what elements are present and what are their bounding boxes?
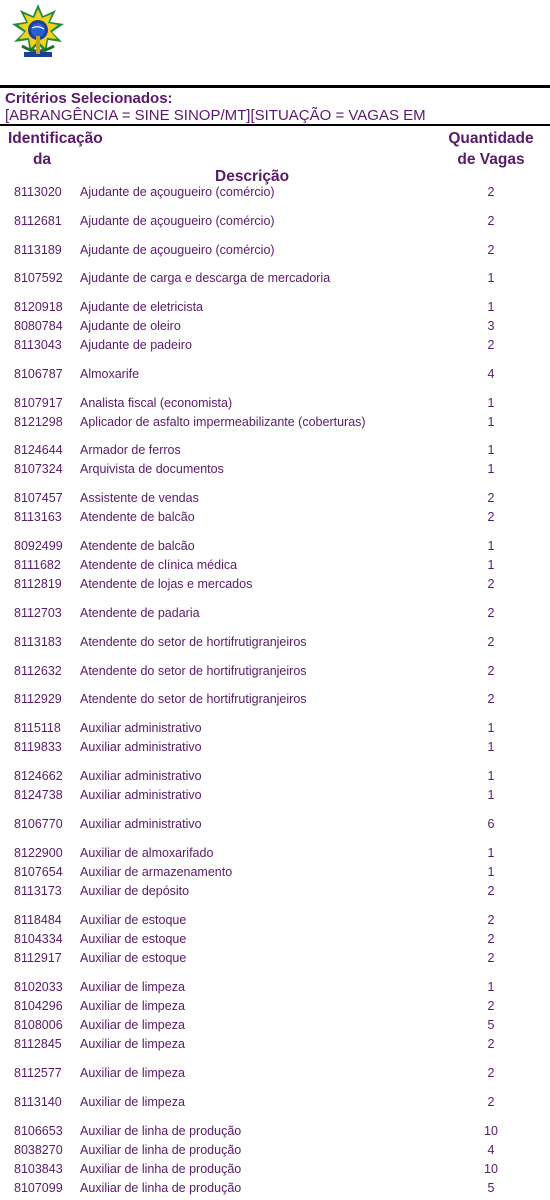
row-description: Atendente de balcão (80, 510, 195, 524)
row-id: 8111682 (14, 558, 61, 572)
row-description: Ajudante de carga e descarga de mercadoria (80, 271, 331, 285)
row-quantity: 4 (487, 1143, 495, 1157)
row-id: 8121298 (14, 415, 63, 429)
table-row (0, 489, 550, 508)
row-id: 8107654 (14, 865, 63, 879)
row-quantity: 1 (487, 788, 495, 802)
row-id: 8113020 (14, 185, 62, 199)
row-quantity: 2 (487, 606, 495, 620)
row-quantity: 2 (487, 692, 495, 706)
row-id: 8118484 (14, 913, 62, 927)
row-description: Analista fiscal (economista) (80, 396, 233, 410)
table-row (0, 863, 550, 882)
table-row (0, 738, 550, 757)
row-id: 8107099 (14, 1181, 63, 1195)
row-quantity: 1 (487, 415, 495, 429)
row-quantity: 1 (487, 846, 495, 860)
row-description: Ajudante de açougueiro (comércio) (80, 214, 275, 228)
row-id: 8106787 (14, 367, 63, 381)
table-row (0, 930, 550, 949)
row-quantity: 2 (487, 1095, 495, 1109)
table-row (0, 508, 550, 527)
column-header-quantity: Quantidade de Vagas (448, 130, 534, 168)
row-id: 8107324 (14, 462, 63, 476)
row-id: 8124738 (14, 788, 63, 802)
row-description: Arquivista de documentos (80, 462, 224, 476)
row-quantity: 1 (487, 462, 495, 476)
row-id: 8108006 (14, 1018, 63, 1032)
row-id: 8120918 (14, 300, 63, 314)
table-row (0, 662, 550, 681)
row-id: 8104296 (14, 999, 63, 1013)
row-quantity: 2 (487, 510, 495, 524)
row-description: Auxiliar de armazenamento (80, 865, 233, 879)
row-quantity: 2 (487, 951, 495, 965)
table-row (0, 269, 550, 288)
table-row (0, 1093, 550, 1112)
row-quantity: 2 (487, 913, 495, 927)
row-id: 8112929 (14, 692, 62, 706)
table-row (0, 413, 550, 432)
table-row (0, 1141, 550, 1160)
row-quantity: 1 (487, 980, 495, 994)
table-row (0, 844, 550, 863)
row-id: 8106653 (14, 1124, 63, 1138)
row-description: Auxiliar administrativo (80, 721, 202, 735)
row-quantity: 10 (484, 1124, 498, 1138)
row-description: Ajudante de eletricista (80, 300, 203, 314)
row-description: Atendente do setor de hortifrutigranjeiros (80, 635, 307, 649)
row-quantity: 2 (487, 214, 495, 228)
row-quantity: 2 (487, 664, 495, 678)
row-id: 8113183 (14, 635, 62, 649)
row-id: 8113173 (14, 884, 62, 898)
row-id: 8092499 (14, 539, 63, 553)
row-quantity: 1 (487, 300, 495, 314)
row-quantity: 10 (484, 1162, 498, 1176)
row-description: Auxiliar de limpeza (80, 1018, 185, 1032)
column-header-id: Identificação da (8, 130, 103, 168)
row-description: Auxiliar de estoque (80, 932, 187, 946)
row-quantity: 2 (487, 185, 495, 199)
row-id: 8122900 (14, 846, 63, 860)
table-row (0, 460, 550, 479)
row-quantity: 1 (487, 271, 495, 285)
row-description: Auxiliar administrativo (80, 769, 202, 783)
row-id: 8112845 (14, 1037, 62, 1051)
row-id: 8112703 (14, 606, 62, 620)
row-description: Auxiliar de almoxarifado (80, 846, 214, 860)
coat-of-arms-logo (8, 2, 68, 62)
row-quantity: 1 (487, 396, 495, 410)
row-quantity: 1 (487, 721, 495, 735)
row-quantity: 2 (487, 999, 495, 1013)
row-description: Auxiliar de limpeza (80, 999, 185, 1013)
top-divider (0, 85, 550, 88)
table-row (0, 633, 550, 652)
table-row (0, 241, 550, 260)
row-description: Auxiliar de depósito (80, 884, 190, 898)
row-description: Auxiliar administrativo (80, 788, 202, 802)
row-id: 8113140 (14, 1095, 62, 1109)
table-row (0, 365, 550, 384)
row-description: Auxiliar de limpeza (80, 1037, 185, 1051)
row-quantity: 3 (487, 319, 495, 333)
table-row (0, 1035, 550, 1054)
row-quantity: 2 (487, 577, 495, 591)
row-description: Auxiliar de linha de produção (80, 1143, 242, 1157)
row-description: Almoxarife (80, 367, 140, 381)
row-quantity: 1 (487, 865, 495, 879)
table-row (0, 556, 550, 575)
table-row (0, 719, 550, 738)
row-quantity: 2 (487, 635, 495, 649)
table-row (0, 949, 550, 968)
table-row (0, 604, 550, 623)
table-row (0, 537, 550, 556)
row-id: 8112632 (14, 664, 62, 678)
table-row (0, 575, 550, 594)
row-id: 8112577 (14, 1066, 62, 1080)
table-row (0, 441, 550, 460)
table-row (0, 394, 550, 413)
row-description: Atendente de balcão (80, 539, 195, 553)
row-description: Ajudante de oleiro (80, 319, 181, 333)
row-id: 8038270 (14, 1143, 63, 1157)
row-description: Auxiliar de linha de produção (80, 1162, 242, 1176)
row-id: 8103843 (14, 1162, 63, 1176)
table-row (0, 815, 550, 834)
row-description: Atendente de clínica médica (80, 558, 238, 572)
row-description: Ajudante de açougueiro (comércio) (80, 185, 275, 199)
row-description: Atendente do setor de hortifrutigranjeiros (80, 692, 307, 706)
row-id: 8119833 (14, 740, 62, 754)
row-description: Atendente do setor de hortifrutigranjeiros (80, 664, 307, 678)
row-id: 8107457 (14, 491, 63, 505)
row-quantity: 1 (487, 443, 495, 457)
row-id: 8113163 (14, 510, 62, 524)
row-id: 8113189 (14, 243, 62, 257)
row-description: Atendente de lojas e mercados (80, 577, 253, 591)
row-quantity: 2 (487, 243, 495, 257)
row-description: Armador de ferros (80, 443, 181, 457)
row-id: 8112819 (14, 577, 62, 591)
column-header-description: Descrição (215, 168, 290, 185)
row-id: 8124662 (14, 769, 63, 783)
table-row (0, 1122, 550, 1141)
row-quantity: 2 (487, 884, 495, 898)
row-id: 8112681 (14, 214, 62, 228)
table-row (0, 911, 550, 930)
row-id: 8124644 (14, 443, 63, 457)
criteria-title: Critérios Selecionados: (5, 90, 173, 107)
row-description: Auxiliar de estoque (80, 951, 187, 965)
table-row (0, 978, 550, 997)
row-quantity: 1 (487, 740, 495, 754)
table-row (0, 1016, 550, 1035)
row-id: 8106770 (14, 817, 63, 831)
row-description: Auxiliar administrativo (80, 740, 202, 754)
table-row (0, 997, 550, 1016)
row-description: Ajudante de padeiro (80, 338, 192, 352)
table-row (0, 786, 550, 805)
table-row (0, 1160, 550, 1179)
row-quantity: 2 (487, 338, 495, 352)
row-description: Assistente de vendas (80, 491, 199, 505)
row-description: Auxiliar de limpeza (80, 1066, 185, 1080)
row-id: 8113043 (14, 338, 62, 352)
row-quantity: 1 (487, 769, 495, 783)
header-divider (0, 124, 550, 126)
row-id: 8107592 (14, 271, 63, 285)
table-row (0, 212, 550, 231)
row-id: 8080784 (14, 319, 63, 333)
row-quantity: 6 (487, 817, 495, 831)
row-id: 8102033 (14, 980, 63, 994)
table-row (0, 183, 550, 202)
table-row (0, 767, 550, 786)
row-quantity: 1 (487, 558, 495, 572)
criteria-text: [ABRANGÊNCIA = SINE SINOP/MT][SITUAÇÃO = VAGAS EM (5, 107, 426, 124)
table-row (0, 317, 550, 336)
row-quantity: 2 (487, 1066, 495, 1080)
row-description: Aplicador de asfalto impermeabilizante (coberturas) (80, 415, 366, 429)
table-row (0, 690, 550, 709)
table-row (0, 1179, 550, 1198)
row-quantity: 1 (487, 539, 495, 553)
row-description: Auxiliar administrativo (80, 817, 202, 831)
row-quantity: 2 (487, 932, 495, 946)
row-quantity: 5 (487, 1181, 495, 1195)
table-row (0, 1064, 550, 1083)
table-row (0, 336, 550, 355)
row-id: 8115118 (14, 721, 61, 735)
row-quantity: 4 (487, 367, 495, 381)
row-description: Auxiliar de linha de produção (80, 1124, 242, 1138)
table-row (0, 882, 550, 901)
table-row (0, 298, 550, 317)
row-id: 8112917 (14, 951, 62, 965)
row-id: 8107917 (14, 396, 63, 410)
row-description: Atendente de padaria (80, 606, 200, 620)
row-description: Auxiliar de estoque (80, 913, 187, 927)
row-quantity: 2 (487, 1037, 495, 1051)
row-quantity: 5 (487, 1018, 495, 1032)
row-description: Ajudante de açougueiro (comércio) (80, 243, 275, 257)
row-description: Auxiliar de linha de produção (80, 1181, 242, 1195)
row-id: 8104334 (14, 932, 63, 946)
row-description: Auxiliar de limpeza (80, 980, 185, 994)
row-description: Auxiliar de limpeza (80, 1095, 185, 1109)
row-quantity: 2 (487, 491, 495, 505)
